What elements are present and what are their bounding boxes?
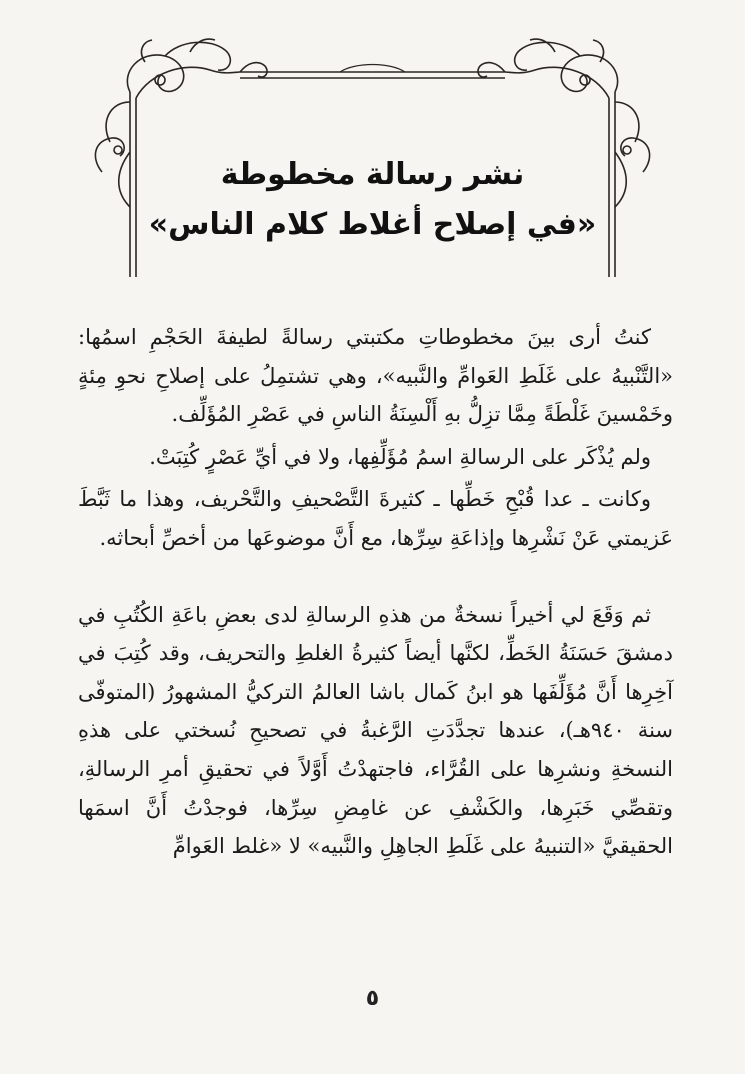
paragraph: ثم وَقَعَ لي أخيراً نسخةٌ من هذهِ الرسالةِ لدى بعضِ باعَةِ الكُتُبِ في دمشقَ حَسَنَةُ الخَطِّ، لكنَّها أيضاً كثيرةُ الغلطِ والتحريف، وقد كُتِبَ في آخِرِها أَنَّ مُؤَلِّفَها هو ابنُ كَمال باشا العالمُ التركيُّ المشهورُ (المتوفّى سنة ٩٤٠هـ)، عندها تجدَّدَتِ الرَّغبةُ في تصحيحِ نُسختي على هذهِ النسخةِ ونشرِها على القُرَّاء، فاجتهدْتُ أَوَّلاً في تحقيقِ أمرِ الرسالةِ، وتقصِّي خَبَرِها، والكَشْفِ عن غامِضِ سِرِّها، فوجدْتُ أَنَّ اسمَها الحقيقيَّ «التنبيهُ على غَلَطِ الجاهِلِ والنَّبيه» لا «غلط العَوامِّ: [78, 602, 673, 859]
paragraph: كنتُ أرى بينَ مخطوطاتِ مكتبتي رسالةً لطيفةَ الحَجْمِ اسمُها: «التَّنْبيهُ على غَلَطِ العَوامِّ والنَّبيه»، وهي تشتمِلُ على إصلاحِ نحوِ مِئةٍ وخَمْسينَ غَلْطَةً مِمَّا تزِلُّ بهِ أَلْسِنَةُ الناسِ في عَصْرِ المُؤَلِّف.: [78, 325, 673, 427]
page-number: ٥: [365, 986, 380, 1011]
body-text: [78, 318, 673, 866]
paragraph: وكانت ـ عدا قُبْحِ خَطِّها ـ كثيرةَ التَّصْحيفِ والتَّحْريف، وهذا ما ثَبَّطَ عَزيمتي عَنْ نَشْرِها وإذاعَةِ سِرِّها، مع أَنَّ موضوعَها من أخصِّ أبحاثه.: [78, 487, 673, 550]
title-block: [110, 150, 635, 250]
page-subtitle: «في إصلاح أغلاط كلام الناس»: [148, 207, 597, 242]
paragraph: ولم يُذْكَر على الرسالةِ اسمُ مُؤَلِّفِها، ولا في أيِّ عَصْرٍ كُتِبَتْ.: [149, 444, 651, 469]
page-title: نشر رسالة مخطوطة: [220, 157, 525, 192]
